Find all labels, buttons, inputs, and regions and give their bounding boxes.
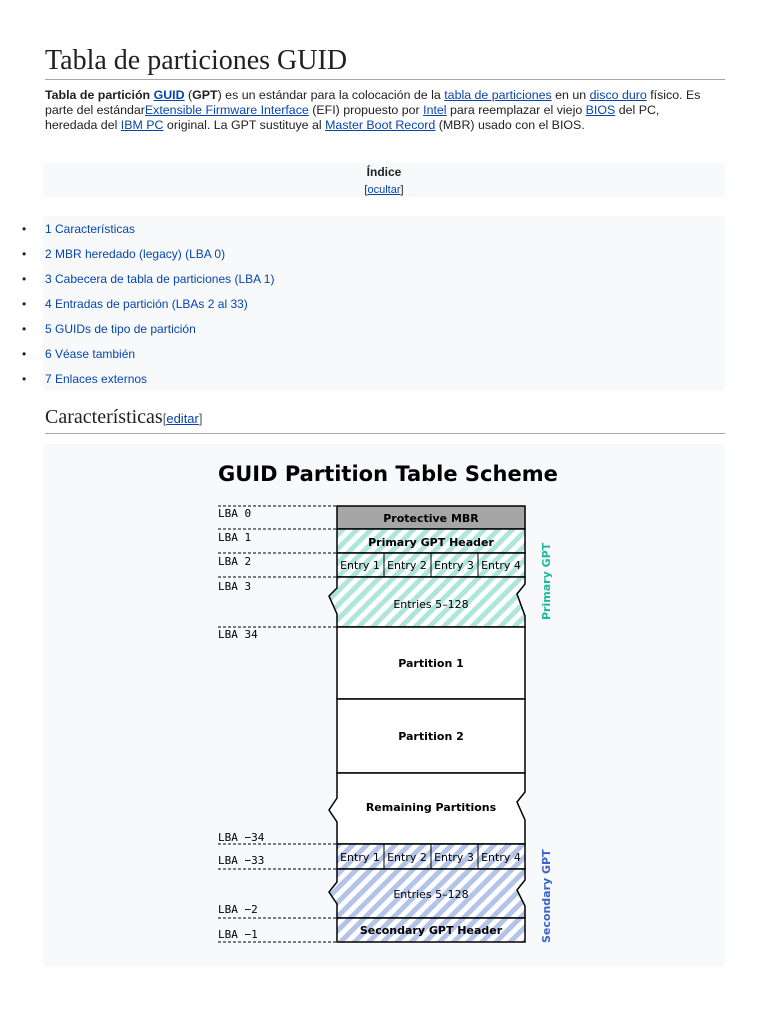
partition-2-label: Partition 2 [398,730,464,743]
intro-bold-text: Tabla de partición [45,88,154,102]
protective-mbr-label: Protective MBR [383,512,479,525]
diagram-title: GUID Partition Table Scheme [218,462,558,486]
bullet-icon: • [22,322,27,336]
toc-title: Índice [366,165,402,179]
section-edit: [editar] [162,411,203,426]
primary-entry-2: Entry 2 [387,559,427,572]
secondary-entry-2: Entry 2 [387,851,427,864]
toc-item [0,347,400,372]
toc-link-entradas[interactable]: 4 Entradas de partición (LBAs 2 al 33) [45,297,248,311]
lba-label: LBA −33 [218,854,265,867]
primary-gpt-side-label: Primary GPT [540,542,553,620]
bullet-icon: • [22,222,27,236]
page-title: Tabla de particiones GUID [45,44,725,80]
toc-item [0,372,400,397]
lba-label: LBA 3 [218,580,252,593]
toc-hide-link[interactable]: ocultar [367,184,401,196]
secondary-gpt-header-label: Secondary GPT Header [359,924,503,937]
lba-label: LBA 0 [218,507,252,520]
edit-link[interactable]: editar [166,411,199,426]
bullet-icon: • [22,247,27,261]
primary-entry-1: Entry 1 [340,559,380,572]
primary-entry-4: Entry 4 [481,559,521,572]
gpt-scheme-diagram [43,444,725,966]
secondary-entries-rest-label: Entries 5–128 [393,888,469,901]
bullet-icon: • [22,347,27,361]
toc-item [0,297,400,322]
lba-label: LBA 1 [218,531,252,544]
bullet-icon: • [22,297,27,311]
lba-label: LBA 34 [218,628,258,641]
toc-link-cabecera[interactable]: 3 Cabecera de tabla de particiones (LBA 1) [45,272,275,286]
toc-link-vease[interactable]: 6 Véase también [45,347,136,361]
lba-label: LBA −1 [218,928,258,941]
secondary-entry-4: Entry 4 [481,851,521,864]
primary-entry-3: Entry 3 [434,559,474,572]
partition-1-label: Partition 1 [398,657,464,670]
bullet-icon: • [22,272,27,286]
link-guid[interactable]: GUID [153,88,185,102]
toc-item [0,222,400,247]
toc-link-guids[interactable]: 5 GUIDs de tipo de partición [45,322,196,336]
toc-link-mbr[interactable]: 2 MBR heredado (legacy) (LBA 0) [45,247,226,261]
secondary-entry-3: Entry 3 [434,851,474,864]
section-heading: Características[editar] [45,404,725,434]
link-bios[interactable]: BIOS [585,103,616,117]
lba-labels [218,507,265,941]
secondary-gpt-side-label: Secondary GPT [540,849,553,943]
toc-item [0,247,400,272]
secondary-entry-1: Entry 1 [340,851,380,864]
link-tabla-de-particiones[interactable]: tabla de particiones [444,88,552,102]
intro-gpt-abbr: GPT [192,88,218,102]
lba-label: LBA −34 [218,831,265,844]
link-ibm-pc[interactable]: IBM PC [120,118,164,132]
toc-item [0,322,400,347]
toc-list [0,222,400,397]
toc-item [0,272,400,297]
link-disco-duro[interactable]: disco duro [589,88,647,102]
gpt-scheme-figure [43,444,725,966]
lba-guide-lines [218,506,337,942]
primary-entries-rest-label: Entries 5–128 [393,598,469,611]
remaining-partitions-label: Remaining Partitions [365,801,497,814]
intro-paragraph: Tabla de partición GUID (GPT) es un estándar para la colocación de la tabla de particiones en un disco duro físico. Es parte del estándarExtensible Firmware Interface (EFI) propuesto por Intel para reemplazar el viejo BIOS del PC, heredada del IBM PC original. La GPT sustituye al Master Boot Record (MBR) usado con el BIOS. [45,88,701,132]
lba-label: LBA 2 [218,555,252,568]
toc-link-enlaces[interactable]: 7 Enlaces externos [45,372,148,386]
lba-label: LBA −2 [218,903,258,916]
link-intel[interactable]: Intel [423,103,447,117]
bullet-icon: • [22,372,27,386]
link-efi[interactable]: Extensible Firmware Interface [144,103,309,117]
toc-header [43,163,725,197]
toc-link-caracteristicas[interactable]: 1 Características [45,222,136,236]
primary-gpt-header-label: Primary GPT Header [368,536,494,549]
toc-toggle: [ocultar] [364,184,404,196]
link-master-boot-record[interactable]: Master Boot Record [325,118,436,132]
